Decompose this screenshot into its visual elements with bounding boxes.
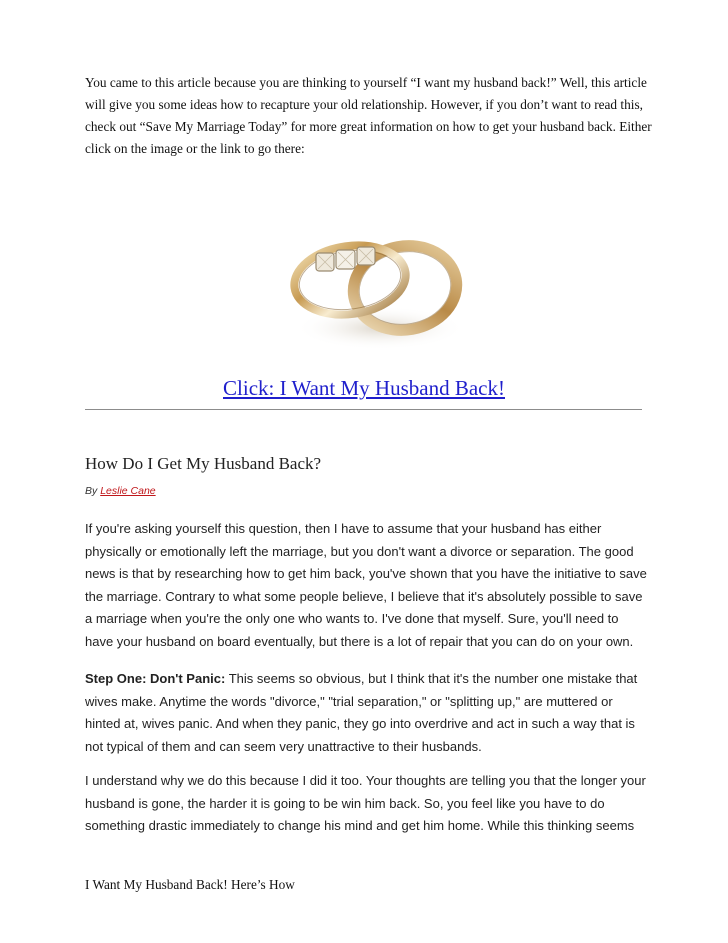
cta-link-container bbox=[0, 376, 728, 401]
byline-label: By bbox=[85, 485, 98, 497]
article-paragraph-1: If you're asking yourself this question, then I have to assume that your husband has either physically or emotionally left the marriage, but you don't want a divorce or separation. The good news is that by researching how to get him back, you've shown that you have the initiative to save the marriage. Contrary to what some people believe, I believe that it's absolutely possible to save a marriage when you're the only one who wants to. I've done that myself. Sure, you'll need to have your husband on board eventually, but there is a lot of repair that you can do on your own. bbox=[85, 521, 647, 649]
step-one-heading: Step One: Don't Panic: bbox=[85, 671, 226, 686]
wedding-rings-image[interactable] bbox=[280, 210, 470, 360]
page-footer: I Want My Husband Back! Here’s How bbox=[85, 877, 295, 892]
byline bbox=[85, 485, 156, 497]
section-divider bbox=[85, 409, 642, 410]
husband-back-link[interactable]: Click: I Want My Husband Back! bbox=[223, 376, 505, 400]
article-paragraph-2 bbox=[85, 668, 650, 758]
author-link[interactable]: Leslie Cane bbox=[100, 485, 156, 497]
step-one-text: This seems so obvious, but I think that it's the number one mistake that wives make. Anytime the words "divorce," "trial separation," or "splitting up," are muttered or hinted at, wives panic. And when they panic, they go into overdrive and act in such a way that is not typical of them and can seem very unattractive to their husbands. bbox=[85, 671, 638, 754]
article-paragraph-3: I understand why we do this because I did it too. Your thoughts are telling you that the longer your husband is gone, the harder it is going to be win him back. So, you feel like you have to do something drastic immediately to change his mind and get him home. While this thinking seems bbox=[85, 773, 646, 833]
intro-paragraph: You came to this article because you are thinking to yourself “I want my husband back!” Well, this article will give you some ideas how to recapture your old relationship. However, if you don’t want to read this, check out “Save My Marriage Today” for more great information on how to get your husband back. Either click on the image or the link to go there: bbox=[85, 75, 652, 156]
article-title: How Do I Get My Husband Back? bbox=[85, 454, 322, 473]
